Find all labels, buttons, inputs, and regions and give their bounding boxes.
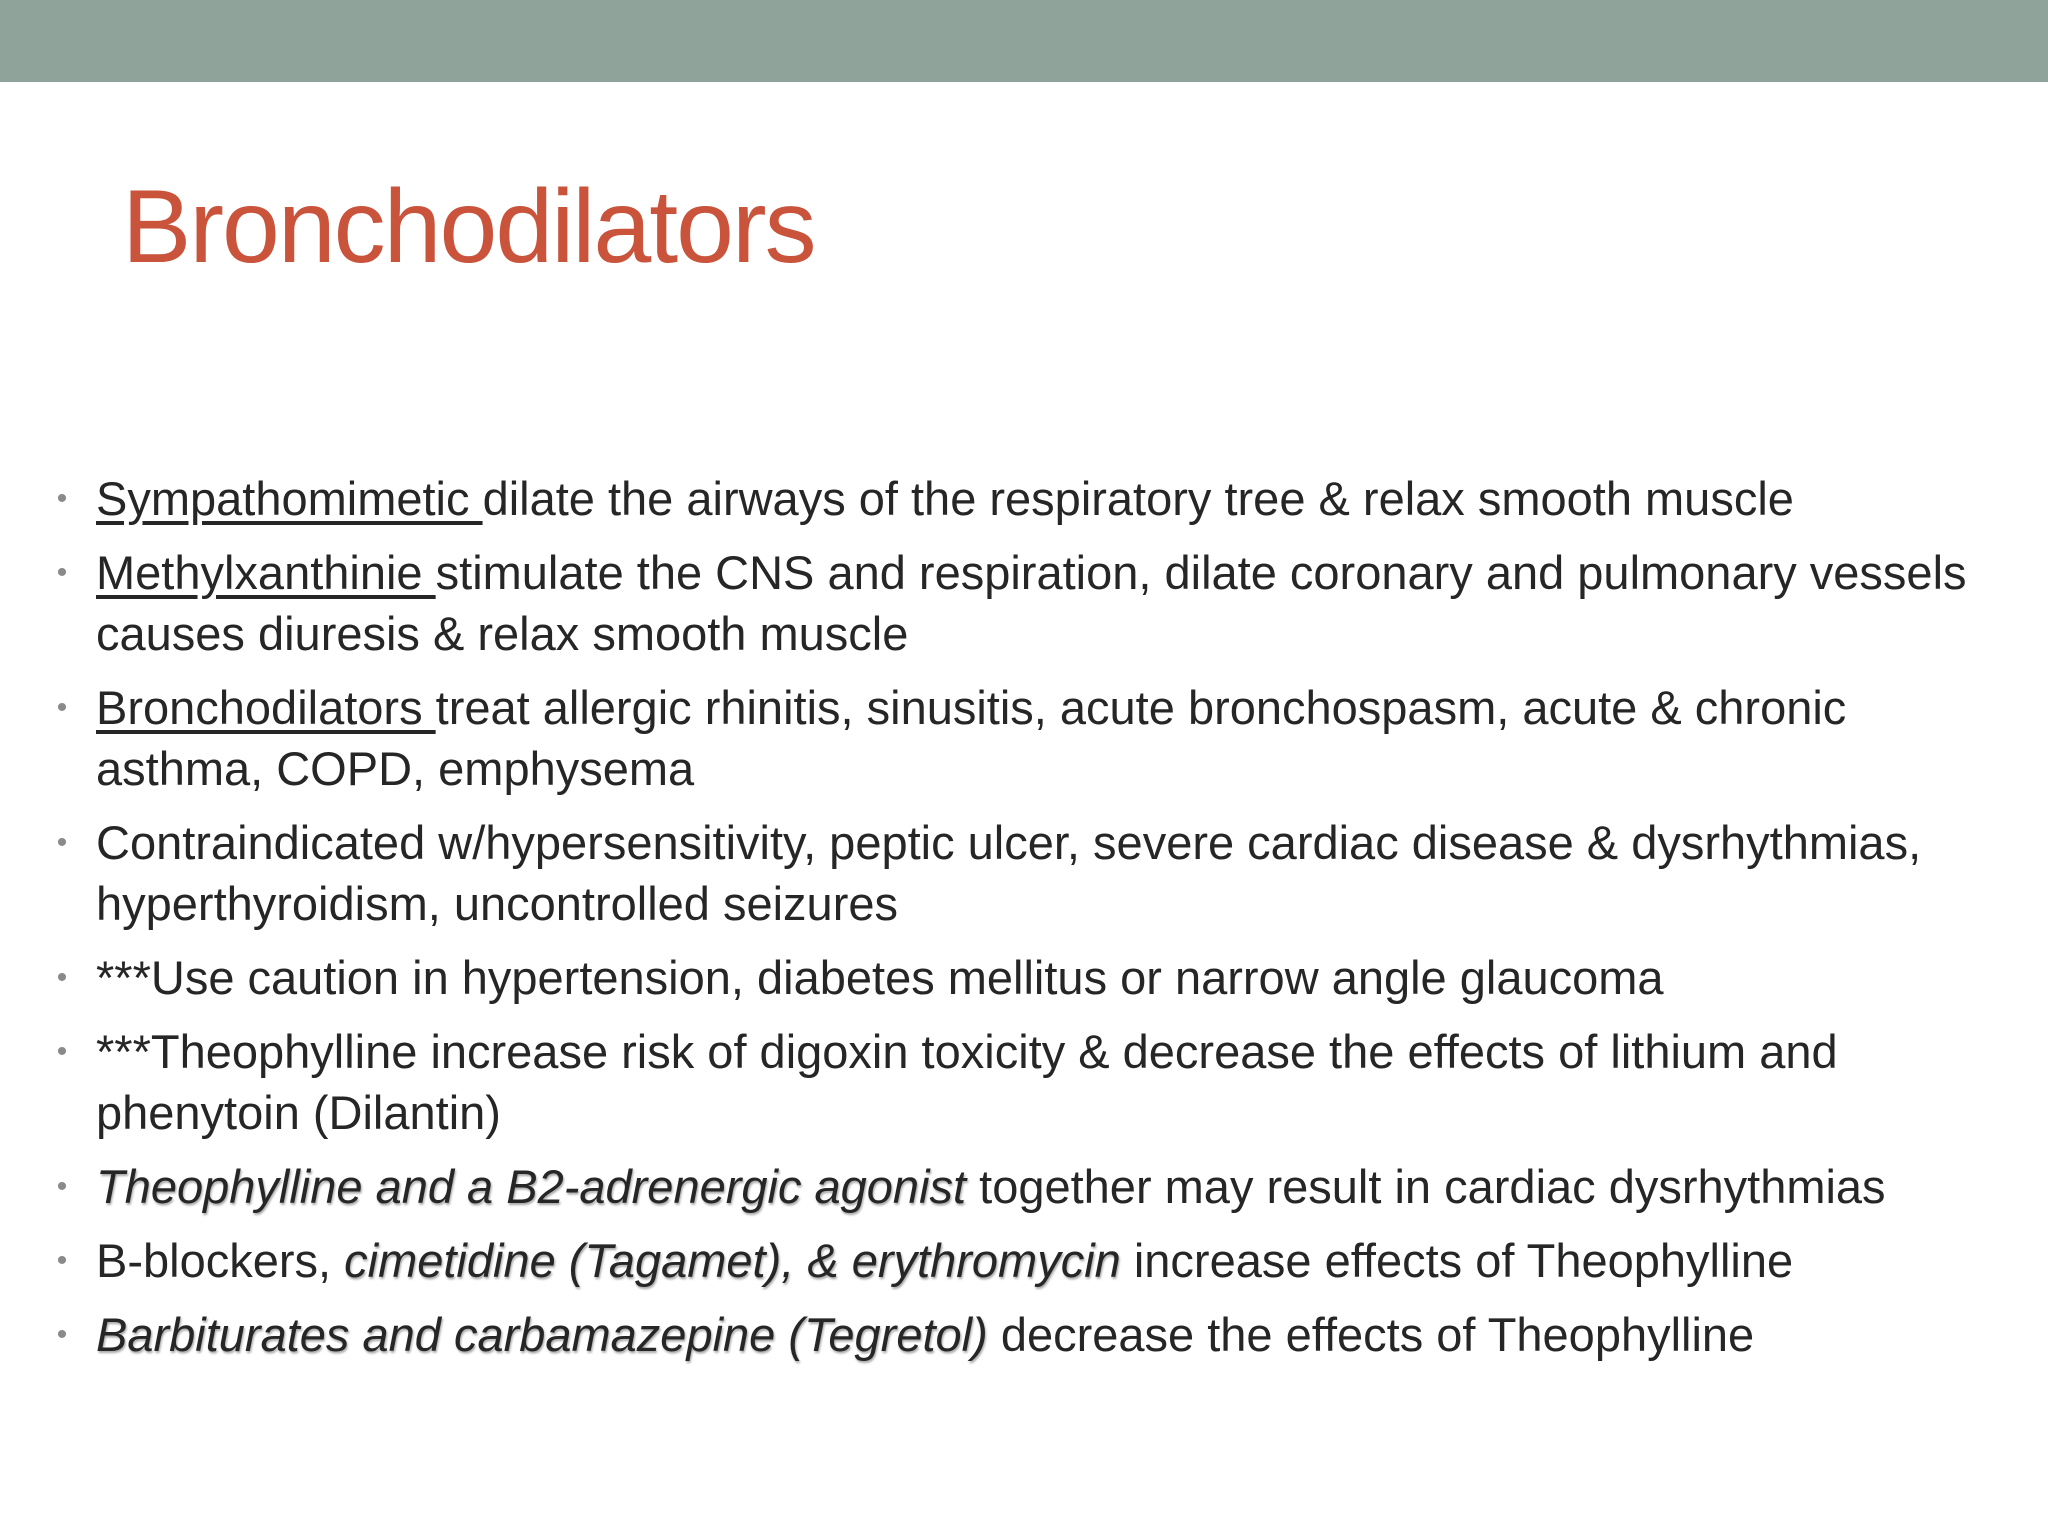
bullet-text-segment: Sympathomimetic xyxy=(96,472,483,525)
bullet-dot-icon: • xyxy=(56,1035,68,1068)
bullet-text-segment: cimetidine (Tagamet), & erythromycin xyxy=(344,1234,1121,1287)
bullet-dot-icon: • xyxy=(56,1318,68,1351)
bullet-item xyxy=(52,1230,2012,1291)
bullet-text-segment: stimulate the CNS and respiration, dilate coronary and pulmonary vessels causes diuresis & relax smooth muscle xyxy=(96,546,1967,660)
bullet-text-segment: ***Theophylline increase risk of digoxin toxicity & decrease the effects of lithium and phenytoin (Dilantin) xyxy=(96,1025,1838,1139)
bullet-item xyxy=(52,812,2012,934)
bullet-text-segment: decrease the effects of Theophylline xyxy=(987,1308,1755,1361)
bullet-text-segment: Barbiturates and carbamazepine (Tegretol) xyxy=(96,1308,988,1361)
bullet-text-segment: B-blockers, xyxy=(96,1234,345,1287)
bullet-dot-icon: • xyxy=(56,556,68,589)
bullet-item xyxy=(52,1156,2012,1217)
bullet-item xyxy=(52,677,2012,799)
bullet-text-segment: Methylxanthinie xyxy=(96,546,436,599)
top-accent-bar xyxy=(0,0,2048,82)
slide-title: Bronchodilators xyxy=(122,169,815,285)
bullet-dot-icon: • xyxy=(56,826,68,859)
bullet-dot-icon: • xyxy=(56,482,68,515)
bullet-item xyxy=(52,1304,2012,1365)
bullet-dot-icon: • xyxy=(56,691,68,724)
bullet-text-segment: treat allergic rhinitis, sinusitis, acute bronchospasm, acute & chronic asthma, COPD, emphysema xyxy=(96,681,1847,795)
bullet-list xyxy=(52,468,2012,1378)
bullet-text-segment: increase effects of Theophylline xyxy=(1120,1234,1794,1287)
bullet-dot-icon: • xyxy=(56,1244,68,1277)
bullet-item xyxy=(52,1021,2012,1143)
bullet-dot-icon: • xyxy=(56,1170,68,1203)
bullet-text-segment: Contraindicated w/hypersensitivity, peptic ulcer, severe cardiac disease & dysrhythmias, hyperthyroidism, uncontrolled seizures xyxy=(96,816,1922,930)
bullet-dot-icon: • xyxy=(56,961,68,994)
bullet-text-segment: Bronchodilators xyxy=(96,681,436,734)
bullet-text-segment: Theophylline and a B2-adrenergic agonist xyxy=(96,1160,967,1213)
bullet-item xyxy=(52,468,2012,529)
bullet-item xyxy=(52,947,2012,1008)
bullet-text-segment: together may result in cardiac dysrhythmias xyxy=(966,1160,1886,1213)
bullet-text-segment: ***Use caution in hypertension, diabetes mellitus or narrow angle glaucoma xyxy=(96,951,1664,1004)
bullet-text-segment: dilate the airways of the respiratory tree & relax smooth muscle xyxy=(482,472,1794,525)
bullet-item xyxy=(52,542,2012,664)
